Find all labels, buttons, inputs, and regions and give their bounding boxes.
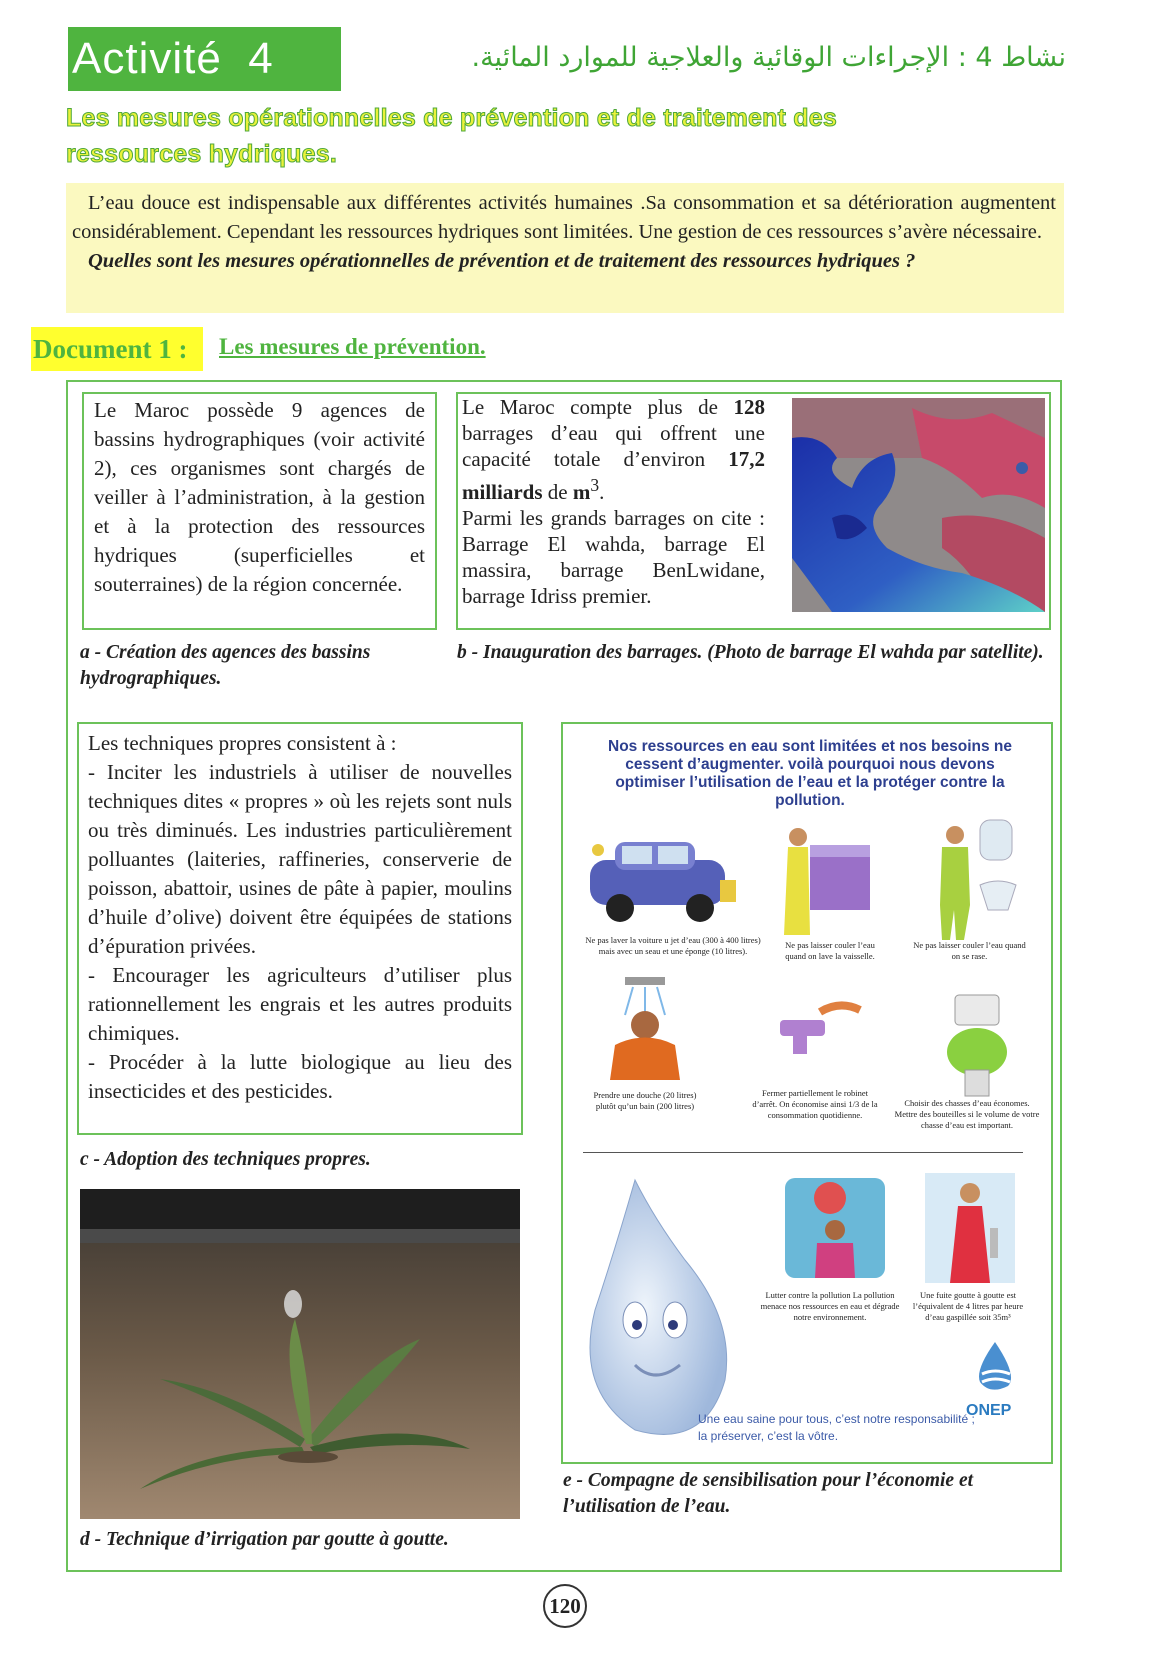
intro-question: Quelles sont les mesures opérationnelles de prévention et de traitement des ressources hydriques ?: [88, 250, 916, 272]
intro-text: L’eau douce est indispensable aux différentes activités humaines .Sa consommation et sa détérioration augmentent considérablement. Cependant les ressources hydriques sont limitées. Une gestion de ces ressources s’avère nécessaire.: [72, 192, 1056, 243]
activity-label: Activité 4: [72, 34, 274, 83]
section-c-box: [77, 722, 523, 1135]
tip-shower: Prendre une douche (20 litres) plutôt qu’un bain (200 litres): [593, 1090, 697, 1111]
b-text-1: Le Maroc compte plus de: [462, 395, 734, 419]
drip-irrigation-photo: [80, 1189, 520, 1519]
subtitle-line-1: Les mesures opérationnelles de prévention et de traitement des: [66, 104, 837, 132]
section-c-caption: c - Adoption des techniques propres.: [80, 1149, 371, 1170]
tip-tap: Fermer partiellement le robinet d’arrêt. On économise ainsi 1/3 de la consommation quotidienne.: [752, 1088, 878, 1120]
b-capacity: 17,2 milliards: [462, 447, 765, 504]
shaving-illustration: [920, 815, 1020, 945]
tip-shaving: Ne pas laisser couler l’eau quand on se rase.: [913, 940, 1026, 961]
section-c-item-1: - Inciter les industriels à utiliser de nouvelles techniques dites « propres » où les rejets sont nuls ou très diminués. Les industries particulièrement polluantes (laiteries, raffineries, conserverie de poisson, abattoir, usines de pâte à papier, moulins d’huile d’olive) doivent être équipées de stations d’épuration privées.: [88, 760, 512, 958]
activity-badge: [68, 27, 341, 91]
arabic-title: نشاط 4 : الإجراءات الوقائية والعلاجية للموارد المائية.: [471, 42, 1066, 73]
document-tag: Document 1 :: [31, 327, 203, 371]
section-c-item-3: - Procéder à la lutte biologique au lieu des insecticides et des pesticides.: [88, 1050, 512, 1103]
b-text-4: .: [599, 480, 605, 504]
shower-illustration: [595, 975, 695, 1085]
document-title: Les mesures de prévention.: [219, 334, 486, 359]
toilet-illustration: [935, 990, 1015, 1100]
poster-footer-line-1: Une eau saine pour tous, c’est notre responsabilité ;: [698, 1412, 975, 1426]
section-b-caption: b - Inauguration des barrages. (Photo de barrage El wahda par satellite).: [457, 642, 1044, 663]
section-a-caption: a - Création des agences des bassins hydrographiques.: [80, 642, 371, 689]
poster-headline: Nos ressources en eau sont limitées et nos besoins ne cessent d’augmenter. voilà pourquoi nous devons optimiser l’utilisation de l’eau et la protéger contre la pollution.: [608, 738, 1012, 809]
section-a-text: Le Maroc possède 9 agences de bassins hydrographiques (voir activité 2), ces organismes sont chargés de veiller à l’administration, à la gestion et à la protection des ressources hydriques (superficielles et souterraines) de la région concernée.: [94, 398, 425, 596]
section-c-intro: Les techniques propres consistent à :: [88, 731, 397, 755]
dishwashing-illustration: [770, 815, 875, 945]
onep-logo-icon: [970, 1340, 1020, 1395]
section-e-caption: e - Compagne de sensibilisation pour l’économie et l’utilisation de l’eau.: [563, 1470, 974, 1517]
car-washing-illustration: [580, 830, 740, 930]
b-text-2: barrages d’eau qui offrent une capacité totale d’environ: [462, 421, 765, 471]
tip-toilet: Choisir des chasses d’eau économes. Mettre des bouteilles si le volume de votre chasse d’eau est important.: [894, 1098, 1040, 1130]
b-text-3: de: [542, 480, 573, 504]
poster-footer-line-2: la préserver, c’est la vôtre.: [698, 1429, 839, 1443]
tip-car-wash: Ne pas laver la voiture u jet d’eau (300 à 400 litres) mais avec un seau et une éponge (10 litres).: [585, 935, 761, 956]
water-drop-mascot: [575, 1170, 755, 1450]
pollution-illustration: [775, 1168, 895, 1288]
section-c-item-2: - Encourager les agriculteurs d’utiliser plus rationnellement les engrais et les autres produits chimiques.: [88, 963, 512, 1045]
subtitle-line-2: ressources hydriques.: [66, 140, 337, 168]
tap-illustration: [765, 990, 865, 1070]
tip-dishwashing: Ne pas laisser couler l’eau quand on lave la vaisselle.: [785, 940, 875, 961]
b-unit: m: [572, 480, 591, 504]
poster-divider: [583, 1152, 1023, 1153]
page-number: 120: [543, 1584, 587, 1628]
b-unit-exponent: 3: [590, 475, 600, 495]
activity-subtitle: [66, 100, 966, 172]
section-d-caption: d - Technique d’irrigation par goutte à goutte.: [80, 1529, 449, 1550]
section-a-box: [82, 392, 437, 630]
b-dams-count: 128: [733, 395, 765, 419]
section-b-text: [462, 394, 765, 609]
poster-footer: [698, 1411, 975, 1445]
onep-logo-text: ONEP: [966, 1402, 1012, 1419]
tip-pollution: Lutter contre la pollution La pollution menace nos ressources en eau et dégrade notre environnement.: [760, 1290, 900, 1322]
tip-leak: Une fuite goutte à goutte est l’équivalent de 4 litres par heure d’eau gaspillée soit 35m³: [912, 1290, 1024, 1322]
satellite-photo: [792, 398, 1045, 612]
leak-illustration: [920, 1168, 1020, 1288]
intro-box: [66, 183, 1064, 313]
b-text-5: Parmi les grands barrages on cite : Barrage El wahda, barrage El massira, barrage BenLwidane, barrage Idriss premier.: [462, 506, 765, 608]
